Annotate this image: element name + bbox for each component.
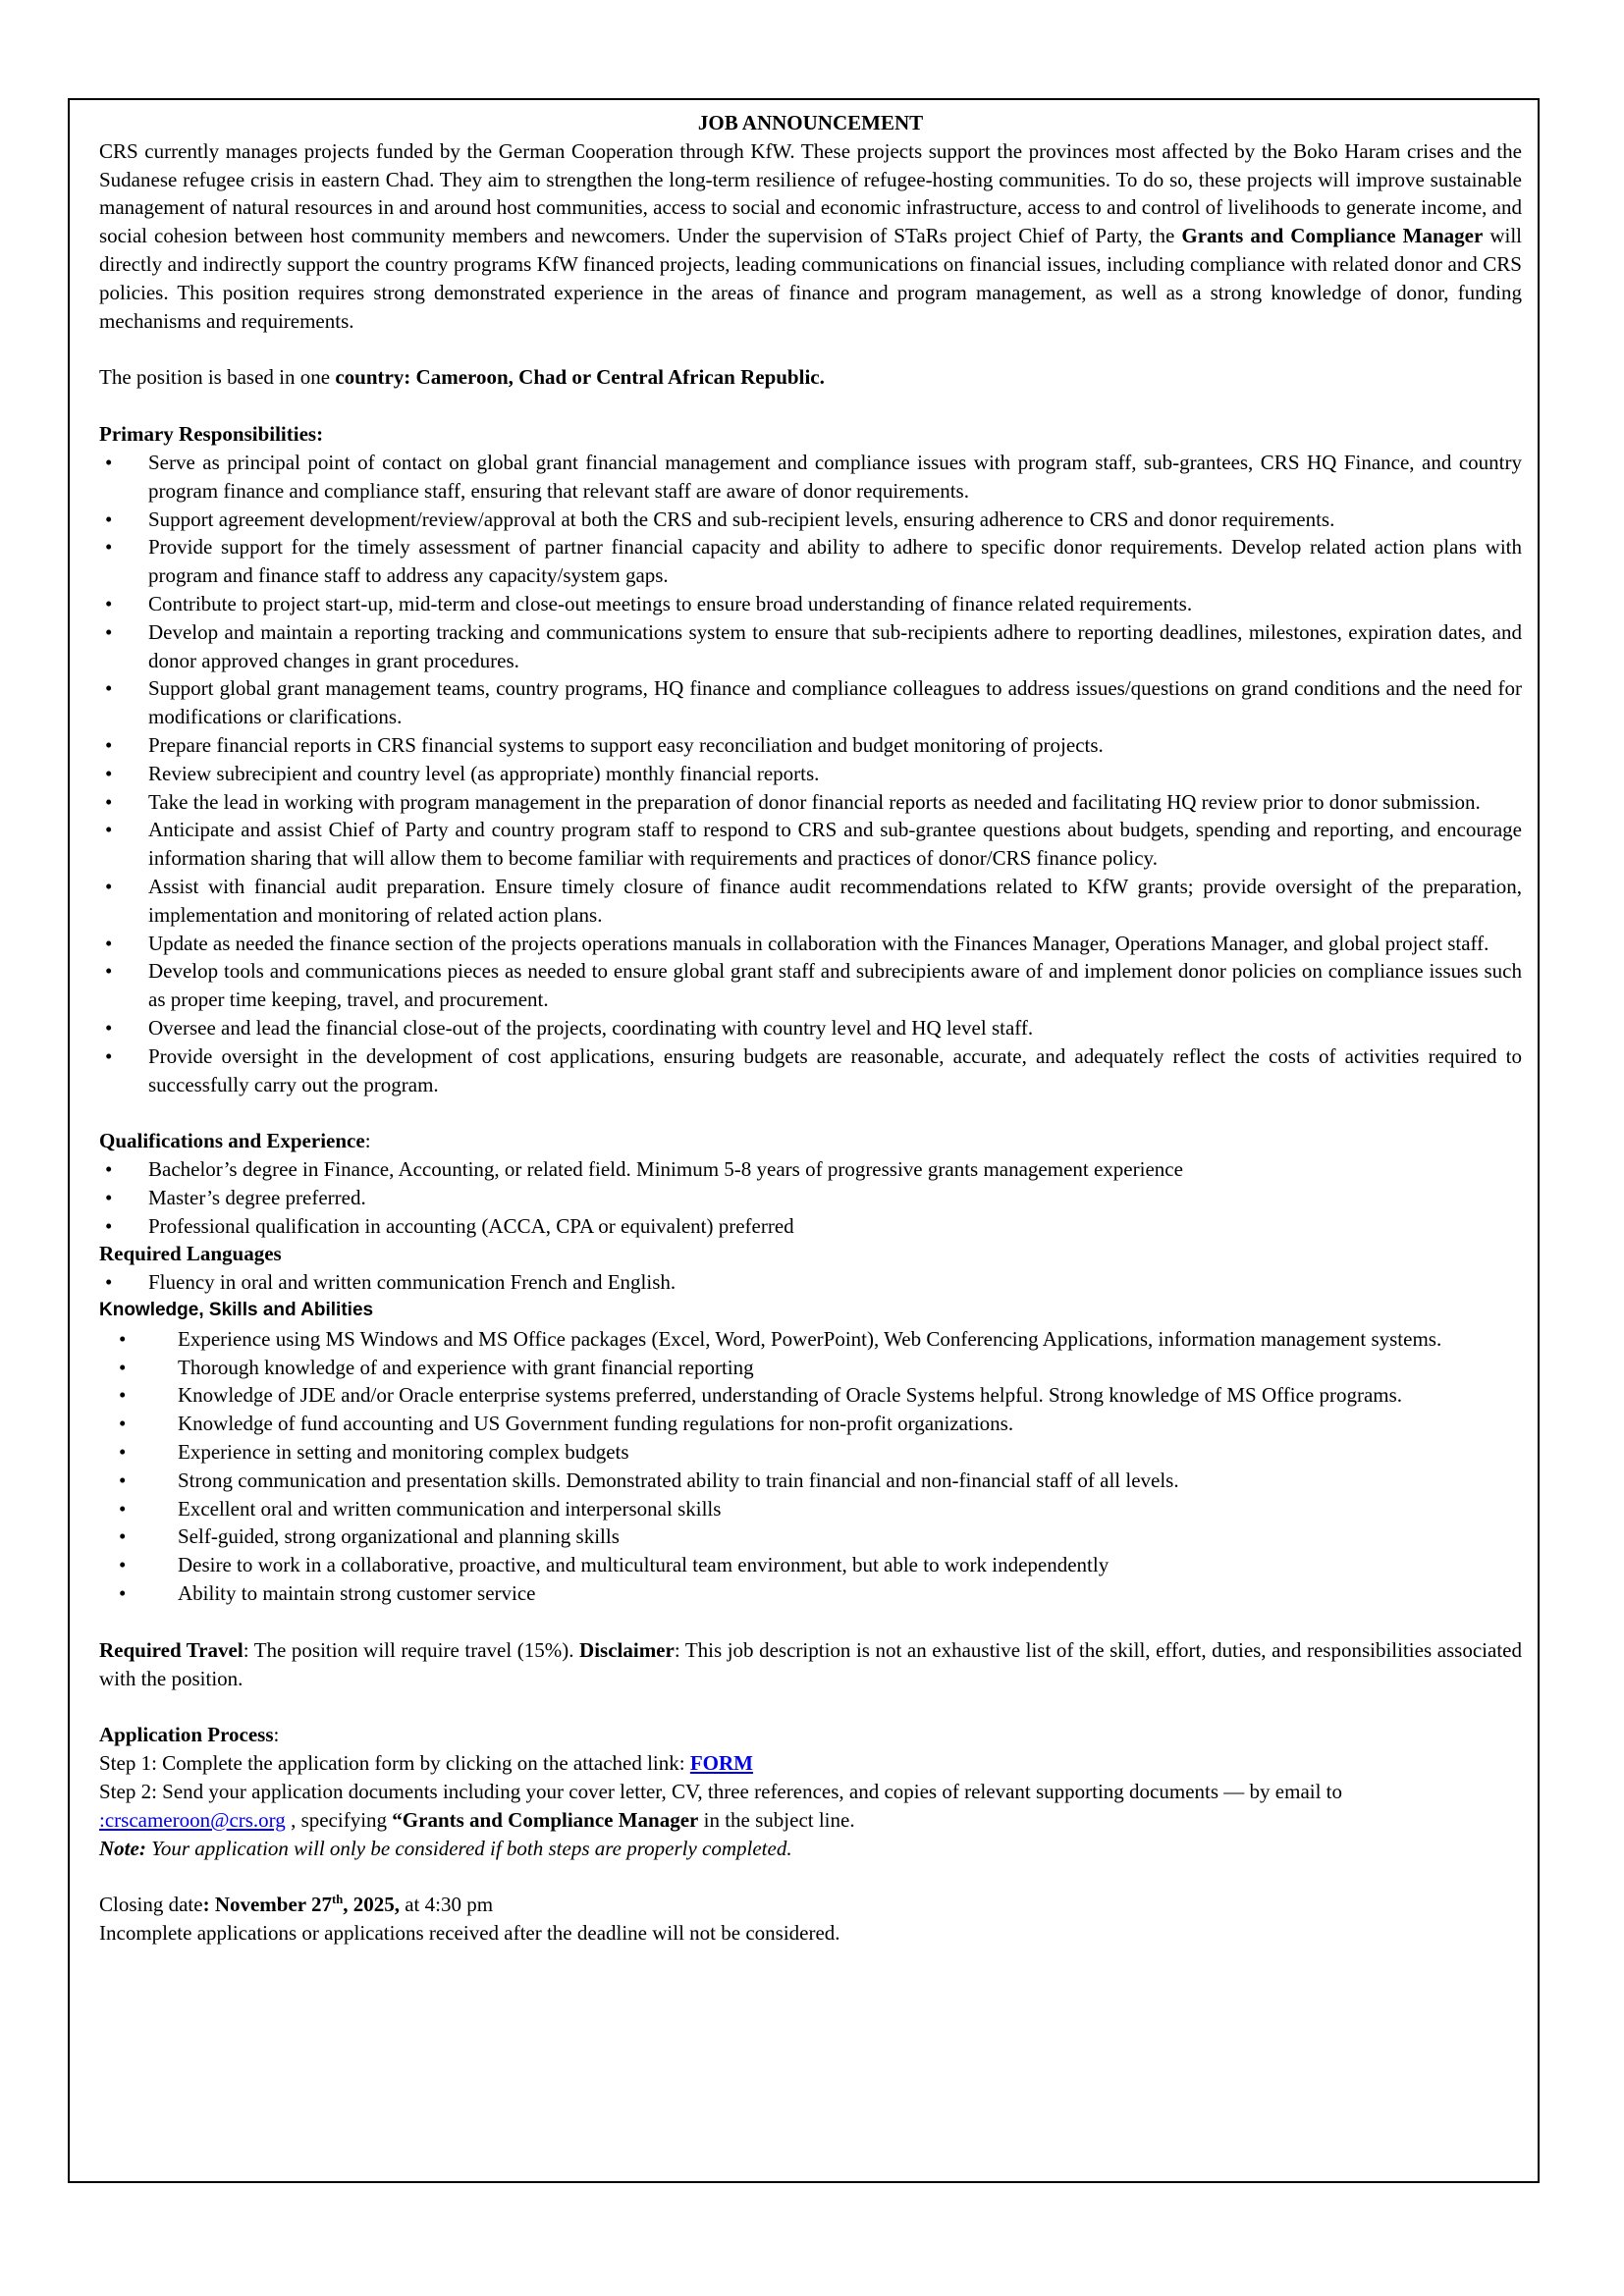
application-process-heading-text: Application Process — [99, 1723, 274, 1747]
bullet-icon: • — [119, 1412, 127, 1436]
application-step-2-line — [99, 1778, 1522, 1835]
list-item — [99, 1438, 1522, 1467]
bullet-icon: • — [105, 507, 113, 531]
list-item-text: Review subrecipient and country level (as appropriate) monthly financial reports. — [148, 761, 820, 785]
bullet-icon: • — [119, 1355, 127, 1379]
intro-role-bold: Grants and Compliance Manager — [1181, 224, 1484, 248]
list-item — [99, 1522, 1522, 1551]
heading-colon: : — [364, 1129, 371, 1153]
bullet-icon: • — [105, 1157, 113, 1182]
bullet-icon: • — [105, 1015, 113, 1040]
location-paragraph — [99, 363, 1522, 392]
note-label-bold: Note: — [99, 1836, 146, 1860]
list-item — [99, 1467, 1522, 1495]
list-item — [99, 731, 1522, 760]
list-item-text: Fluency in oral and written communication French and English. — [148, 1270, 677, 1295]
travel-disclaimer-paragraph — [99, 1636, 1522, 1693]
bullet-icon: • — [119, 1553, 127, 1577]
closing-date-label: Closing date — [99, 1893, 203, 1917]
form-link[interactable]: FORM — [689, 1751, 754, 1776]
date-ordinal-superscript — [332, 1893, 343, 1906]
bullet-icon: • — [105, 1185, 113, 1209]
page-title: JOB ANNOUNCEMENT — [697, 111, 924, 134]
list-item-text: Provide support for the timely assessment of partner financial capacity and ability to adhere to specific donor requirements. Develop related action plans with program and finance staff to address any capacity/system gaps. — [148, 535, 1522, 588]
bullet-icon: • — [105, 959, 113, 984]
list-item — [99, 1155, 1522, 1184]
list-item-text: Thorough knowledge of and experience with grant financial reporting — [178, 1355, 754, 1379]
list-item — [99, 449, 1522, 506]
bullet-icon: • — [105, 1043, 113, 1068]
step-1-text: Step 1: Complete the application form by clicking on the attached link: — [99, 1751, 690, 1776]
list-item — [99, 957, 1522, 1014]
list-item — [99, 618, 1522, 675]
required-languages-heading: Required Languages — [99, 1242, 282, 1266]
list-item-text: Support global grant management teams, country programs, HQ finance and compliance colleagues to address issues/questions on grand conditions and the need for modifications or clarifications. — [148, 676, 1522, 729]
list-item-text: Prepare financial reports in CRS financial systems to support easy reconciliation and budget monitoring of projects. — [148, 732, 1104, 757]
list-item-text: Desire to work in a collaborative, proactive, and multicultural team environment, but able to work independently — [178, 1553, 1110, 1577]
knowledge-skills-heading: Knowledge, Skills and Abilities — [99, 1300, 374, 1321]
application-step-1-line — [99, 1749, 1522, 1778]
intro-run-1: CRS currently manages projects funded by the German Cooperation through KfW. These projects support the provinces most affected by the Boko Haram crises and the Sudanese refugee crisis in eastern Chad. They aim to strengthen the long-term resilience of refugee-hosting communities. To do so, these projects will improve sustainable management of natural resources in and around host communities, access to social and economic infrastructure, access to and control of livelihoods to generate income, and social cohesion between host community members and newcomers. Under the supervision of STaRs project Chief of Party, the — [99, 138, 1522, 248]
application-process-heading — [99, 1721, 1522, 1749]
list-item — [99, 1184, 1522, 1212]
qualifications-heading — [99, 1127, 1522, 1155]
list-item-text: Provide oversight in the development of cost applications, ensuring budgets are reasonable, accurate, and adequately reflect the costs of activities required to successfully carry out the program. — [148, 1043, 1522, 1096]
list-item — [99, 1042, 1522, 1099]
list-item-text: Experience in setting and monitoring complex budgets — [178, 1440, 629, 1465]
list-item-text: Develop tools and communications pieces as needed to ensure global grant staff and subrecipients aware of and implement donor policies on compliance issues such as proper time keeping, travel, and procurement. — [148, 959, 1522, 1012]
list-item — [99, 1212, 1522, 1241]
bullet-icon: • — [119, 1440, 127, 1465]
list-item — [99, 674, 1522, 731]
disclaimer-bold: Disclaimer — [579, 1637, 675, 1662]
email-link[interactable]: :crscameroon@crs.org — [99, 1807, 286, 1832]
list-item — [99, 1381, 1522, 1410]
knowledge-skills-list — [99, 1325, 1522, 1608]
list-item — [99, 1579, 1522, 1608]
list-item-text: Anticipate and assist Chief of Party and country program staff to respond to CRS and sub-grantee questions about budgets, spending and reporting, and encourage information sharing that will allow them to become familiar with requirements and practices of donor/CRS finance policy. — [148, 818, 1522, 871]
list-item — [99, 1551, 1522, 1579]
list-item — [99, 788, 1522, 817]
list-item — [99, 1268, 1522, 1297]
list-item — [99, 1410, 1522, 1438]
step-2-run-2: , specifying — [285, 1807, 393, 1832]
bullet-icon: • — [105, 874, 113, 898]
list-item-text: Professional qualification in accounting (ACCA, CPA or equivalent) preferred — [148, 1213, 794, 1238]
date-ordinal-text: th — [332, 1893, 344, 1907]
list-item — [99, 1325, 1522, 1354]
bullet-icon: • — [119, 1468, 127, 1492]
list-item-text: Support agreement development/review/approval at both the CRS and sub-recipient levels, ensuring adherence to CRS and donor requirements. — [148, 507, 1335, 531]
list-item-text: Knowledge of JDE and/or Oracle enterprise systems preferred, understanding of Oracle Systems helpful. Strong knowledge of MS Office programs. — [178, 1383, 1403, 1408]
list-item-text: Contribute to project start-up, mid-term and close-out meetings to ensure broad understanding of finance related requirements. — [148, 591, 1193, 615]
intro-paragraph — [99, 137, 1522, 336]
application-note-line — [99, 1835, 1522, 1863]
qualifications-heading-text: Qualifications and Experience — [99, 1129, 365, 1153]
list-item-text: Excellent oral and written communication and interpersonal skills — [178, 1496, 722, 1521]
closing-year-bold: , 2025, — [343, 1893, 400, 1917]
list-item-text: Master’s degree preferred. — [148, 1185, 366, 1209]
closing-date-bold: : November 27 — [202, 1893, 332, 1917]
list-item — [99, 1495, 1522, 1523]
bullet-icon: • — [119, 1326, 127, 1351]
list-item — [99, 760, 1522, 788]
primary-responsibilities-list — [99, 449, 1522, 1098]
list-item-text: Experience using MS Windows and MS Office packages (Excel, Word, PowerPoint), Web Conferencing Applications, information management systems. — [178, 1326, 1442, 1351]
travel-run-2: : This job description is not an exhaustive list of the skill, effort, duties, and responsibilities associated with the position. — [99, 1637, 1522, 1690]
bullet-icon: • — [119, 1496, 127, 1521]
job-announcement-document — [68, 98, 1540, 2183]
list-item — [99, 1014, 1522, 1042]
list-item — [99, 506, 1522, 534]
bullet-icon: • — [119, 1581, 127, 1606]
incomplete-applications-line: Incomplete applications or applications received after the deadline will not be considered. — [99, 1921, 840, 1946]
list-item — [99, 930, 1522, 958]
closing-time-text: at 4:30 pm — [399, 1893, 494, 1917]
bullet-icon: • — [105, 619, 113, 644]
list-item-text: Ability to maintain strong customer service — [178, 1581, 536, 1606]
list-item-text: Take the lead in working with program management in the preparation of donor financial reports as needed and facilitating HQ review prior to donor submission. — [148, 789, 1481, 814]
list-item-text: Strong communication and presentation skills. Demonstrated ability to train financial and non-financial staff of all levels. — [178, 1468, 1179, 1492]
primary-responsibilities-heading: Primary Responsibilities: — [99, 422, 324, 447]
bullet-icon: • — [105, 676, 113, 701]
intro-run-2: will directly and indirectly support the country programs KfW financed projects, leading communications on financial issues, including compliance with related donor and CRS policies. This position requires strong demonstrated experience in the areas of finance and program management, as well as a strong knowledge of donor, funding mechanisms and requirements. — [99, 224, 1522, 333]
bullet-icon: • — [119, 1383, 127, 1408]
bullet-icon: • — [105, 789, 113, 814]
bullet-icon: • — [105, 732, 113, 757]
bullet-icon: • — [105, 931, 113, 955]
bullet-icon: • — [105, 761, 113, 785]
travel-run-1: : The position will require travel (15%). — [243, 1637, 580, 1662]
list-item-text: Oversee and lead the financial close-out of the projects, coordinating with country level and HQ level staff. — [148, 1015, 1034, 1040]
list-item — [99, 590, 1522, 618]
location-countries-bold: country: Cameroon, Chad or Central African Republic. — [335, 365, 825, 390]
bullet-icon: • — [105, 450, 113, 474]
list-item — [99, 873, 1522, 930]
required-travel-bold: Required Travel — [99, 1637, 244, 1662]
list-item — [99, 1354, 1522, 1382]
bullet-icon: • — [105, 1213, 113, 1238]
list-item — [99, 816, 1522, 873]
bullet-icon: • — [105, 591, 113, 615]
qualifications-list — [99, 1155, 1522, 1240]
list-item-text: Bachelor’s degree in Finance, Accounting, or related field. Minimum 5-8 years of progressive grants management experience — [148, 1157, 1183, 1182]
closing-date-line — [99, 1891, 1522, 1919]
list-item-text: Knowledge of fund accounting and US Government funding regulations for non-profit organizations. — [178, 1412, 1014, 1436]
bullet-icon: • — [105, 535, 113, 560]
list-item-text: Update as needed the finance section of the projects operations manuals in collaboration with the Finances Manager, Operations Manager, and global project staff. — [148, 931, 1489, 955]
languages-list — [99, 1268, 1522, 1297]
list-item-text: Serve as principal point of contact on global grant financial management and compliance issues with program staff, sub-grantees, CRS HQ Finance, and country program finance and compliance staff, ensuring that relevant staff are aware of donor requirements. — [148, 450, 1522, 503]
step-2-run-1: Step 2: Send your application documents including your cover letter, CV, three references, and copies of relevant supporting documents — by email to — [99, 1780, 1343, 1804]
heading-colon: : — [273, 1723, 280, 1747]
bullet-icon: • — [119, 1524, 127, 1549]
bullet-icon: • — [105, 818, 113, 842]
step-2-run-3: in the subject line. — [698, 1807, 855, 1832]
note-text: Your application will only be considered if both steps are properly completed. — [145, 1836, 792, 1860]
location-run: The position is based in one — [99, 365, 336, 390]
bullet-icon: • — [105, 1270, 113, 1295]
subject-line-bold: “Grants and Compliance Manager — [392, 1807, 699, 1832]
list-item-text: Self-guided, strong organizational and planning skills — [178, 1524, 620, 1549]
list-item-text: Develop and maintain a reporting tracking and communications system to ensure that sub-recipients adhere to reporting deadlines, milestones, expiration dates, and donor approved changes in grant procedures. — [148, 619, 1522, 672]
list-item — [99, 533, 1522, 590]
list-item-text: Assist with financial audit preparation. Ensure timely closure of finance audit recommendations related to KfW grants; provide oversight of the preparation, implementation and monitoring of related action plans. — [148, 874, 1522, 927]
